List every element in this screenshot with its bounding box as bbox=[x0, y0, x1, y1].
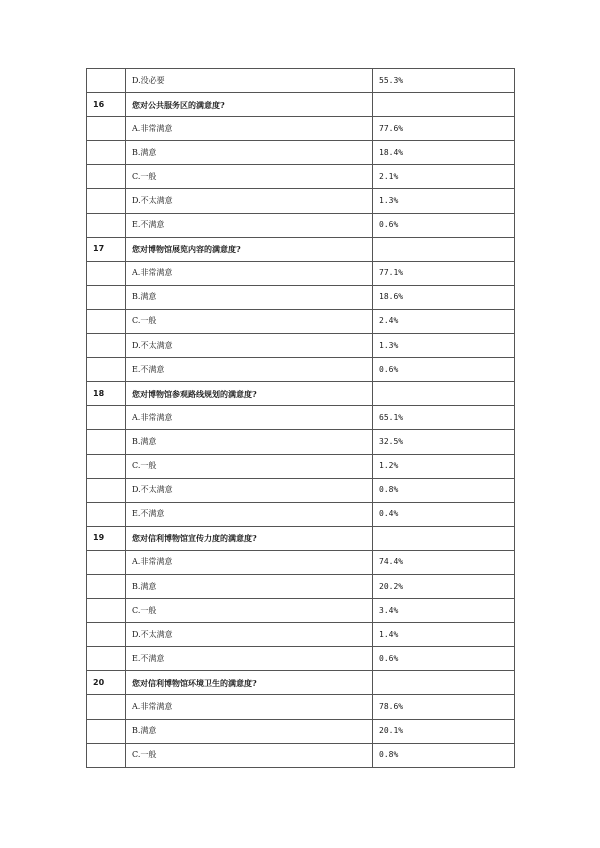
option-label: D.不太满意 bbox=[126, 478, 373, 502]
option-label: C.一般 bbox=[126, 599, 373, 623]
question-row bbox=[87, 382, 515, 406]
option-percentage: 1.4% bbox=[373, 623, 515, 647]
option-number-cell bbox=[87, 189, 126, 213]
option-number-cell bbox=[87, 334, 126, 358]
option-row bbox=[87, 550, 515, 574]
question-text: 您对信利博物馆宣传力度的满意度? bbox=[126, 526, 373, 550]
option-percentage: 0.8% bbox=[373, 478, 515, 502]
option-row bbox=[87, 213, 515, 237]
option-number-cell bbox=[87, 430, 126, 454]
option-percentage: 0.6% bbox=[373, 213, 515, 237]
option-label: A.非常满意 bbox=[126, 406, 373, 430]
option-number-cell bbox=[87, 550, 126, 574]
option-row bbox=[87, 574, 515, 598]
option-label: A.非常满意 bbox=[126, 261, 373, 285]
option-number-cell bbox=[87, 141, 126, 165]
option-row bbox=[87, 599, 515, 623]
question-value-cell bbox=[373, 237, 515, 261]
question-row bbox=[87, 93, 515, 117]
question-number: 18 bbox=[87, 382, 126, 406]
option-number-cell bbox=[87, 502, 126, 526]
option-number-cell bbox=[87, 719, 126, 743]
option-number-cell bbox=[87, 743, 126, 767]
option-number-cell bbox=[87, 69, 126, 93]
question-value-cell bbox=[373, 526, 515, 550]
survey-table-body bbox=[87, 69, 515, 768]
option-label: C.一般 bbox=[126, 165, 373, 189]
option-percentage: 2.4% bbox=[373, 309, 515, 333]
option-row bbox=[87, 261, 515, 285]
question-row bbox=[87, 526, 515, 550]
option-label: A.非常满意 bbox=[126, 117, 373, 141]
option-row bbox=[87, 309, 515, 333]
option-percentage: 65.1% bbox=[373, 406, 515, 430]
option-label: D.没必要 bbox=[126, 69, 373, 93]
option-label: E.不满意 bbox=[126, 358, 373, 382]
option-number-cell bbox=[87, 574, 126, 598]
option-row bbox=[87, 623, 515, 647]
option-row bbox=[87, 478, 515, 502]
option-label: C.一般 bbox=[126, 454, 373, 478]
option-percentage: 18.6% bbox=[373, 285, 515, 309]
question-number: 16 bbox=[87, 93, 126, 117]
option-number-cell bbox=[87, 358, 126, 382]
option-label: A.非常满意 bbox=[126, 550, 373, 574]
option-row bbox=[87, 165, 515, 189]
question-text: 您对博物馆参观路线规划的满意度? bbox=[126, 382, 373, 406]
question-value-cell bbox=[373, 671, 515, 695]
option-label: A.非常满意 bbox=[126, 695, 373, 719]
option-number-cell bbox=[87, 623, 126, 647]
question-value-cell bbox=[373, 382, 515, 406]
option-label: D.不太满意 bbox=[126, 334, 373, 358]
option-percentage: 0.6% bbox=[373, 647, 515, 671]
option-percentage: 55.3% bbox=[373, 69, 515, 93]
question-text: 您对博物馆展览内容的满意度? bbox=[126, 237, 373, 261]
option-label: C.一般 bbox=[126, 309, 373, 333]
option-number-cell bbox=[87, 454, 126, 478]
option-percentage: 77.6% bbox=[373, 117, 515, 141]
option-percentage: 18.4% bbox=[373, 141, 515, 165]
option-label: C.一般 bbox=[126, 743, 373, 767]
question-value-cell bbox=[373, 93, 515, 117]
option-number-cell bbox=[87, 213, 126, 237]
option-percentage: 20.2% bbox=[373, 574, 515, 598]
option-number-cell bbox=[87, 117, 126, 141]
option-number-cell bbox=[87, 285, 126, 309]
option-row bbox=[87, 743, 515, 767]
option-row bbox=[87, 406, 515, 430]
question-row bbox=[87, 237, 515, 261]
option-label: B.满意 bbox=[126, 285, 373, 309]
option-percentage: 77.1% bbox=[373, 261, 515, 285]
option-number-cell bbox=[87, 406, 126, 430]
option-number-cell bbox=[87, 647, 126, 671]
option-percentage: 32.5% bbox=[373, 430, 515, 454]
question-number: 17 bbox=[87, 237, 126, 261]
option-label: E.不满意 bbox=[126, 502, 373, 526]
option-row bbox=[87, 334, 515, 358]
question-text: 您对信利博物馆环境卫生的满意度? bbox=[126, 671, 373, 695]
option-row bbox=[87, 285, 515, 309]
option-percentage: 3.4% bbox=[373, 599, 515, 623]
option-percentage: 1.3% bbox=[373, 189, 515, 213]
option-percentage: 0.4% bbox=[373, 502, 515, 526]
option-row bbox=[87, 647, 515, 671]
option-row bbox=[87, 189, 515, 213]
question-row bbox=[87, 671, 515, 695]
option-number-cell bbox=[87, 309, 126, 333]
option-label: B.满意 bbox=[126, 719, 373, 743]
option-row bbox=[87, 117, 515, 141]
option-percentage: 1.2% bbox=[373, 454, 515, 478]
option-number-cell bbox=[87, 478, 126, 502]
option-row bbox=[87, 358, 515, 382]
option-number-cell bbox=[87, 695, 126, 719]
option-row bbox=[87, 454, 515, 478]
option-label: B.满意 bbox=[126, 574, 373, 598]
question-number: 19 bbox=[87, 526, 126, 550]
option-row bbox=[87, 502, 515, 526]
option-label: D.不太满意 bbox=[126, 189, 373, 213]
option-number-cell bbox=[87, 599, 126, 623]
option-percentage: 78.6% bbox=[373, 695, 515, 719]
option-label: B.满意 bbox=[126, 430, 373, 454]
question-text: 您对公共服务区的满意度? bbox=[126, 93, 373, 117]
option-percentage: 74.4% bbox=[373, 550, 515, 574]
option-label: E.不满意 bbox=[126, 647, 373, 671]
option-number-cell bbox=[87, 261, 126, 285]
survey-results-table bbox=[86, 68, 515, 768]
option-percentage: 20.1% bbox=[373, 719, 515, 743]
option-percentage: 2.1% bbox=[373, 165, 515, 189]
option-row bbox=[87, 695, 515, 719]
option-row bbox=[87, 430, 515, 454]
option-row bbox=[87, 69, 515, 93]
option-row bbox=[87, 141, 515, 165]
option-label: E.不满意 bbox=[126, 213, 373, 237]
option-percentage: 1.3% bbox=[373, 334, 515, 358]
question-number: 20 bbox=[87, 671, 126, 695]
option-row bbox=[87, 719, 515, 743]
option-label: B.满意 bbox=[126, 141, 373, 165]
option-percentage: 0.6% bbox=[373, 358, 515, 382]
option-number-cell bbox=[87, 165, 126, 189]
option-label: D.不太满意 bbox=[126, 623, 373, 647]
option-percentage: 0.8% bbox=[373, 743, 515, 767]
